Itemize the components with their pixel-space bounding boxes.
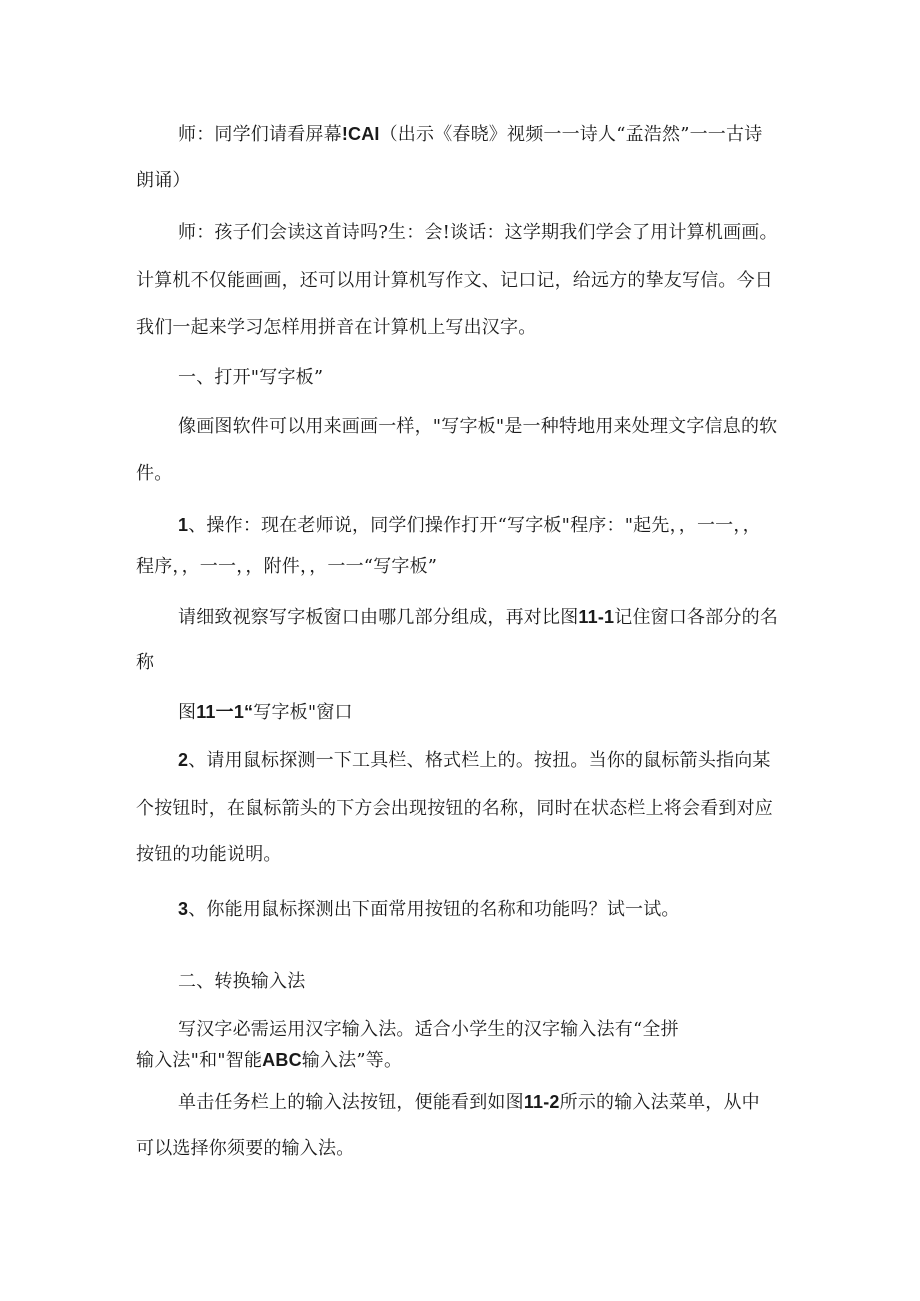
figure-caption: 图11一1“写字板"窗口 xyxy=(178,702,353,723)
heading-2: 二、转换输入法 xyxy=(178,971,306,992)
paragraph-1-line-2: 朗诵） xyxy=(136,170,191,191)
paragraph-6-line-3: 按钮的功能说明。 xyxy=(136,844,282,865)
paragraph-9-line-1: 单击任务栏上的输入法按钮，便能看到如图11-2所示的输入法菜单，从中 xyxy=(178,1092,760,1113)
paragraph-2-line-2: 计算机不仅能画画，还可以用计算机写作文、记口记，给远方的挚友写信。今日 xyxy=(136,270,773,291)
paragraph-4-line-1: 1、操作：现在老师说，同学们操作打开“写字板"程序："起先，，一一，， xyxy=(178,515,761,536)
paragraph-7: 3、你能用鼠标探测出下面常用按钮的名称和功能吗？试一试。 xyxy=(178,899,680,920)
paragraph-2-line-1: 师：孩子们会读这首诗吗?生：会!谈话：这学期我们学会了用计算机画画。 xyxy=(178,222,778,243)
paragraph-1-line-1: 师：同学们请看屏幕!CAI（出示《春晓》视频一一诗人“孟浩然”一一古诗 xyxy=(178,124,763,145)
paragraph-5-line-2: 称 xyxy=(136,652,155,673)
paragraph-5-line-1: 请细致视察写字板窗口由哪几部分组成，再对比图11-1记住窗口各部分的名 xyxy=(178,607,779,628)
paragraph-6-line-1: 2、请用鼠标探测一下工具栏、格式栏上的。按扭。当你的鼠标箭头指向某 xyxy=(178,750,771,771)
paragraph-2-line-3: 我们一起来学习怎样用拼音在计算机上写出汉字。 xyxy=(136,317,537,338)
heading-1: 一、打开"写字板” xyxy=(178,367,324,388)
paragraph-3-line-2: 件。 xyxy=(136,463,173,484)
paragraph-3-line-1: 像画图软件可以用来画画一样，"写字板"是一种特地用来处理文字信息的软 xyxy=(178,416,778,437)
paragraph-8-line-1: 写汉字必需运用汉字输入法。适合小学生的汉字输入法有“全拼 xyxy=(178,1019,679,1040)
paragraph-8-line-2: 输入法"和"智能ABC输入法”等。 xyxy=(136,1050,403,1071)
paragraph-6-line-2: 个按钮时，在鼠标箭头的下方会出现按钮的名称，同时在状态栏上将会看到对应 xyxy=(136,798,773,819)
paragraph-4-line-2: 程序，，一一，，附件，，一一“写字板” xyxy=(136,556,438,577)
paragraph-9-line-2: 可以选择你须要的输入法。 xyxy=(136,1138,355,1159)
